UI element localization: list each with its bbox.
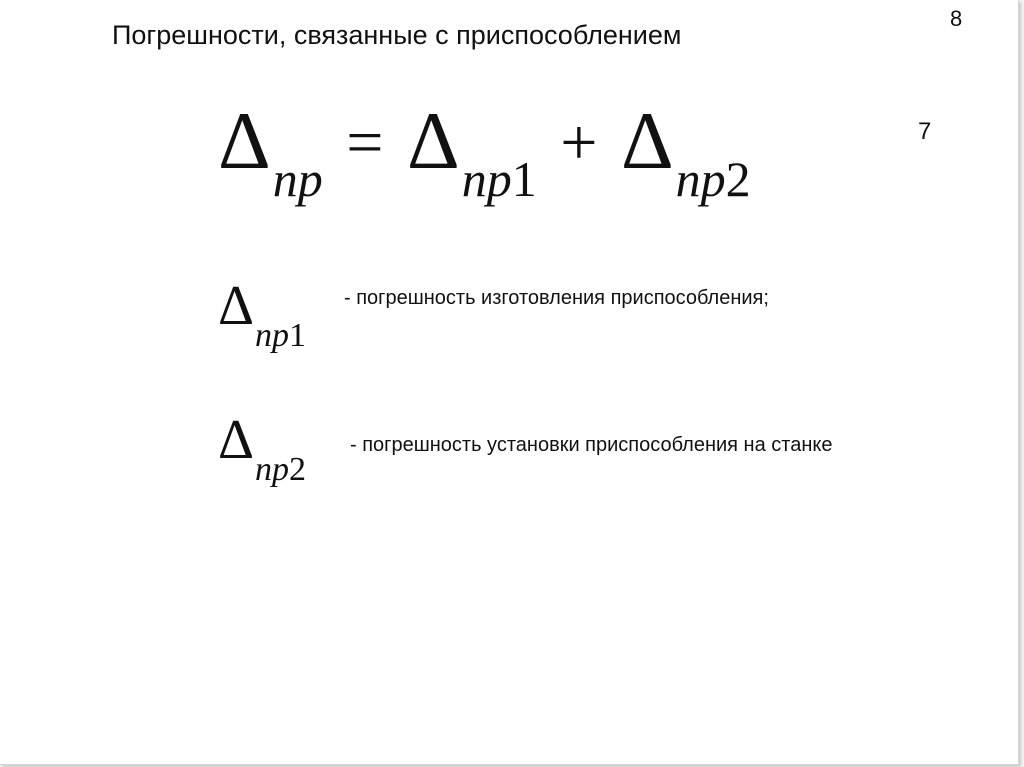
main-formula [218, 95, 751, 207]
definition-2-subscript [255, 451, 306, 488]
term1-subscript-digit: 1 [511, 151, 537, 207]
plus-sign: + [560, 106, 598, 179]
definition-text-1: - погрешность изготовления приспособления; [344, 287, 769, 309]
slide-title: Погрешности, связанные с приспособлением [112, 20, 682, 50]
term2-subscript-digit: 2 [725, 151, 751, 207]
term1-subscript [462, 151, 537, 207]
definition-symbol-2 [218, 409, 307, 488]
definition-1-subscript-digit: 1 [289, 317, 307, 354]
delta-symbol: Δ [406, 95, 460, 186]
definition-1-subscript [255, 317, 306, 354]
term1-subscript-letters: пр [461, 151, 512, 207]
page-number: 8 [950, 6, 963, 31]
lhs-subscript [273, 151, 323, 207]
delta-symbol: Δ [218, 275, 255, 337]
definition-1-subscript-letters: пр [255, 317, 290, 354]
term2-subscript [676, 151, 751, 207]
delta-symbol: Δ [620, 95, 674, 186]
delta-symbol: Δ [218, 409, 255, 471]
definition-2-subscript-digit: 2 [289, 451, 307, 488]
definition-2-subscript-letters: пр [255, 451, 290, 488]
delta-symbol: Δ [218, 95, 271, 186]
equals-sign: = [346, 106, 384, 179]
lhs-subscript-letters: пр [272, 151, 323, 207]
equation-number: 7 [918, 118, 932, 145]
term2-subscript-letters: пр [675, 151, 726, 207]
definition-symbol-1 [218, 275, 307, 354]
definition-text-2: - погрешность установки приспособления на станке [350, 434, 833, 456]
